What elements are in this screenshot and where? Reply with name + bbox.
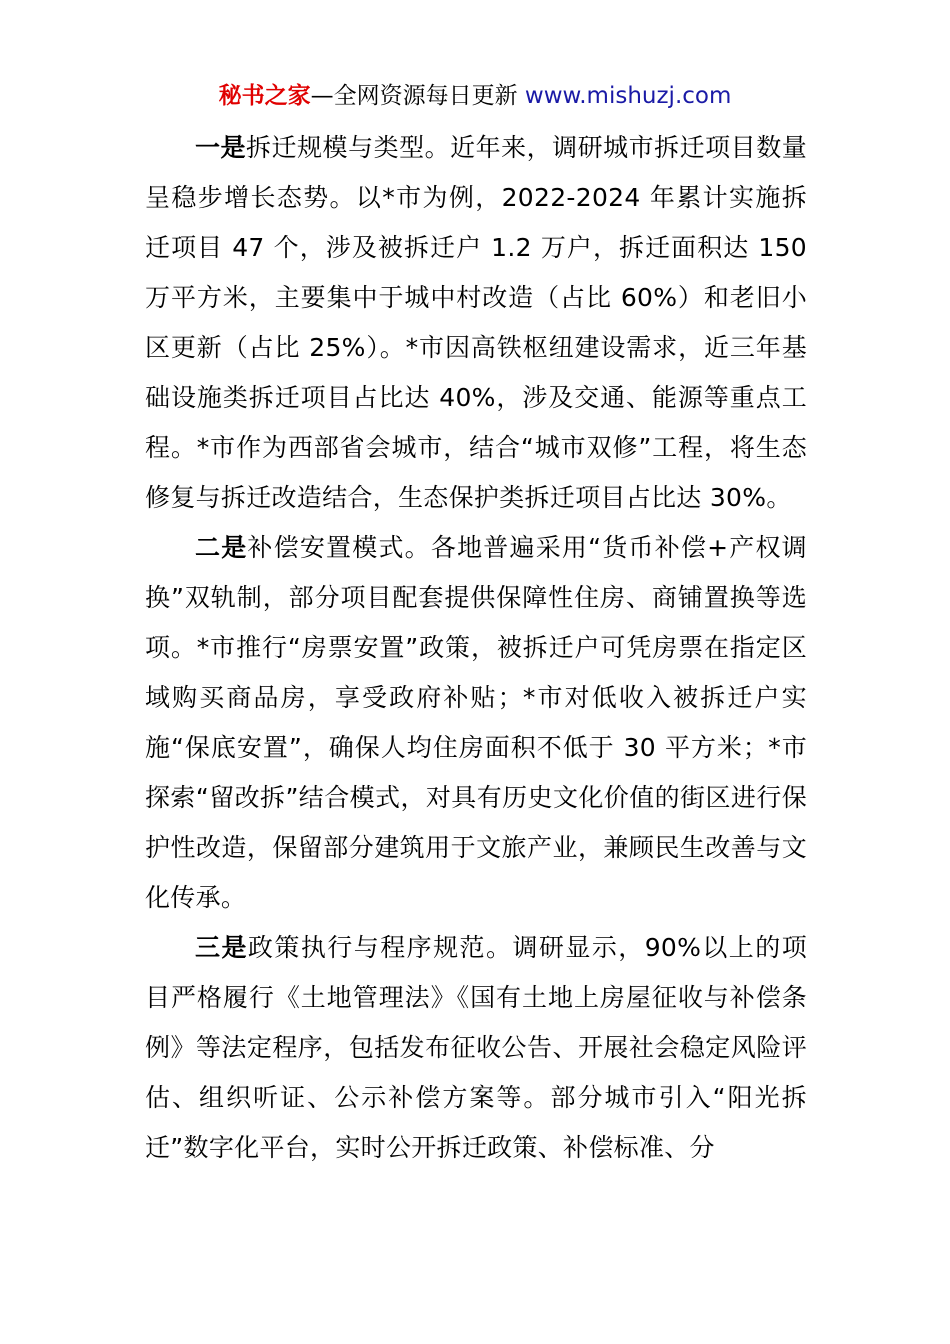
site-brand: 秘书之家: [218, 83, 311, 109]
paragraph-scale-and-type: [145, 123, 807, 523]
paragraph-policy-execution: [145, 923, 807, 1173]
document-body: [145, 123, 807, 1173]
site-tagline: —全网资源每日更新: [310, 83, 525, 109]
paragraph-text: 政策执行与程序规范。调研显示，90%以上的项目严格履行《土地管理法》《国有土地上房屋征收与补偿条例》等法定程序，包括发布征收公告、开展社会稳定风险评估、组织听证、公示补偿方案等。部分城市引入“阳光拆迁”数字化平台，实时公开拆迁政策、补偿标准、分: [145, 933, 808, 1162]
site-url-link[interactable]: www.mishuzj.com: [524, 83, 732, 109]
paragraph-text: 拆迁规模与类型。近年来，调研城市拆迁项目数量呈稳步增长态势。以*市为例，2022-2024 年累计实施拆迁项目 47 个，涉及被拆迁户 1.2 万户，拆迁面积达 150 万平方米，主要集中于城中村改造（占比 60%）和老旧小区更新（占比 25%）。*市因高铁枢纽建设需求，近三年基础设施类拆迁项目占比达 40%，涉及交通、能源等重点工程。*市作为西部省会城市，结合“城市双修”工程，将生态修复与拆迁改造结合，生态保护类拆迁项目占比达 30%。: [145, 133, 807, 512]
paragraph-text: 补偿安置模式。各地普遍采用“货币补偿+产权调换”双轨制，部分项目配套提供保障性住房、商铺置换等选项。*市推行“房票安置”政策，被拆迁户可凭房票在指定区域购买商品房，享受政府补贴；*市对低收入被拆迁户实施“保底安置”，确保人均住房面积不低于 30 平方米；*市探索“留改拆”结合模式，对具有历史文化价值的街区进行保护性改造，保留部分建筑用于文旅产业，兼顾民生改善与文化传承。: [145, 533, 807, 912]
site-header: [0, 80, 950, 112]
paragraph-lead: 一是: [195, 133, 247, 162]
paragraph-compensation-model: [145, 523, 807, 923]
paragraph-lead: 三是: [195, 933, 248, 962]
paragraph-lead: 二是: [195, 533, 248, 562]
